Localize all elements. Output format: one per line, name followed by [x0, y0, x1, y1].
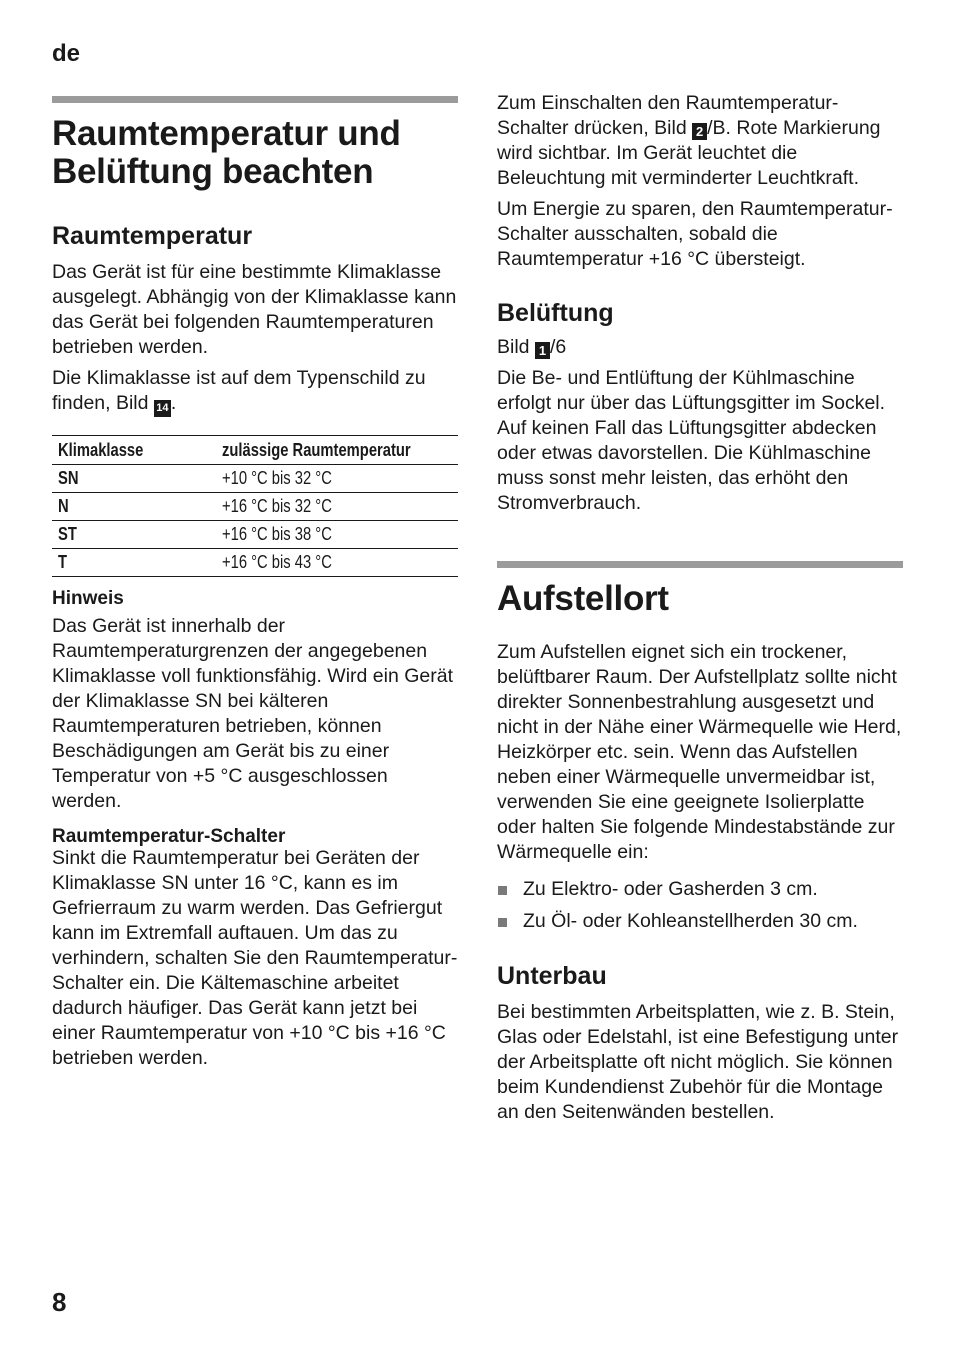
table-cell-range: +16 °C bis 32 °C — [216, 493, 458, 521]
bullet-square-icon — [498, 918, 507, 927]
language-code: de — [52, 40, 81, 67]
paragraph-energie-sparen: Um Energie zu sparen, den Raumtemperatur-Schalter ausschalten, sobald die Raumtemperatur +16 °C übersteigt. — [497, 198, 893, 270]
table-header-row — [52, 436, 458, 465]
table-cell-range: +16 °C bis 38 °C — [216, 521, 458, 549]
figure-ref-badge: 1 — [535, 342, 550, 359]
section-title-raumtemperatur-belueftung: Raumtemperatur und Belüftung beachten — [52, 114, 401, 191]
list-item: Zu Öl- oder Kohleanstellherden 30 cm. — [497, 909, 863, 934]
heading-hinweis: Hinweis — [52, 588, 124, 609]
table-cell-class: N — [52, 493, 216, 521]
heading-unterbau: Unterbau — [497, 962, 607, 990]
paragraph-unterbau: Bei bestimmten Arbeitsplatten, wie z. B. Stein, Glas oder Edelstahl, ist eine Befestigung unter der Arbeitsplatte oft nicht möglich. Sie können beim Kundendienst Zubehör für die Montage an den Seitenwänden bestellen. — [497, 1001, 899, 1123]
table-header-klimaklasse: Klimaklasse — [52, 436, 216, 465]
paragraph-belueftung: Die Be- und Entlüftung der Kühlmaschine erfolgt nur über das Lüftungsgitter im Sockel. Auf keinen Fall das Lüftungsgitter abdecken oder etwas davorstellen. Die Kühlmaschine muss sonst mehr leisten, das erhöht den Stromverbrauch. — [497, 367, 886, 514]
table-row — [52, 521, 458, 549]
mindestabstaende-list — [497, 877, 903, 934]
paragraph-aufstellort: Zum Aufstellen eignet sich ein trockener, belüftbarer Raum. Der Aufstellplatz sollte nicht direkter Sonnenbestrahlung ausgesetzt und nicht in der Nähe einer Wärmequelle wie Herd, Heizkörper etc. sein. Wenn das Aufstellen neben einer Wärmequelle unvermeidbar ist, verwenden Sie eine geeignete Isolierplatte oder halten Sie folgende Mindestabstände zur Wärmequelle ein: — [497, 641, 902, 863]
klimaklasse-table — [52, 435, 458, 577]
table-cell-class: T — [52, 549, 216, 577]
paragraph-einschalten: Zum Einschalten den Raumtemperatur-Schalter drücken, Bild 2 /B. Rote Markierung wird sichtbar. Im Gerät leuchtet die Beleuchtung mit verminderter Leuchtkraft. — [497, 92, 881, 189]
table-row — [52, 549, 458, 577]
paragraph-schalter: Sinkt die Raumtemperatur bei Geräten der Klimaklasse SN unter 16 °C, kann es im Gefrierraum zu warm werden. Das Gefriergut kann im Extremfall auftauen. Um das zu verhindern, schalten Sie den Raumtemperatur-Schalter ein. Die Kältemaschine arbeitet dadurch häufiger. Das Gerät kann jetzt bei einer Raumtemperatur von +10 °C bis +16 °C betrieben werden. — [52, 847, 458, 1069]
table-cell-range: +10 °C bis 32 °C — [216, 465, 458, 493]
page-number: 8 — [52, 1287, 67, 1317]
list-item: Zu Elektro- oder Gasherden 3 cm. — [497, 877, 903, 902]
heading-raumtemperatur-schalter: Raumtemperatur-Schalter — [52, 826, 286, 847]
heading-belueftung: Belüftung — [497, 299, 614, 327]
paragraph-typenschild: Die Klimaklasse ist auf dem Typenschild zu finden, Bild 14 . — [52, 366, 458, 417]
table-row — [52, 465, 458, 493]
paragraph-hinweis: Das Gerät ist innerhalb der Raumtemperaturgrenzen der angegebenen Klimaklasse voll funktionsfähig. Wird ein Gerät der Klimaklasse SN bei kälteren Raumtemperaturen betrieben, können Beschädigungen am Gerät bis zu einer Temperatur von +5 °C ausgeschlossen werden. — [52, 615, 453, 812]
table-header-raumtemperatur: zulässige Raumtemperatur — [216, 436, 458, 465]
table-row — [52, 493, 458, 521]
left-column — [52, 0, 458, 1071]
section-title-aufstellort: Aufstellort — [497, 579, 669, 618]
heading-raumtemperatur: Raumtemperatur — [52, 222, 253, 250]
section-rule — [497, 561, 903, 568]
figure-ref-badge: 2 — [692, 123, 707, 140]
paragraph-bild-ref: Bild 1 /6 — [497, 336, 567, 358]
figure-ref-badge: 14 — [154, 400, 171, 417]
right-column — [497, 0, 903, 1125]
table-cell-class: SN — [52, 465, 216, 493]
paragraph-klimaklasse: Das Gerät ist für eine bestimmte Klimaklasse ausgelegt. Abhängig von der Klimaklasse kann das Gerät bei folgenden Raumtemperaturen betrieben werden. — [52, 261, 457, 358]
bullet-square-icon — [498, 886, 507, 895]
section-rule — [52, 96, 458, 103]
table-cell-class: ST — [52, 521, 216, 549]
table-cell-range: +16 °C bis 43 °C — [216, 549, 458, 577]
